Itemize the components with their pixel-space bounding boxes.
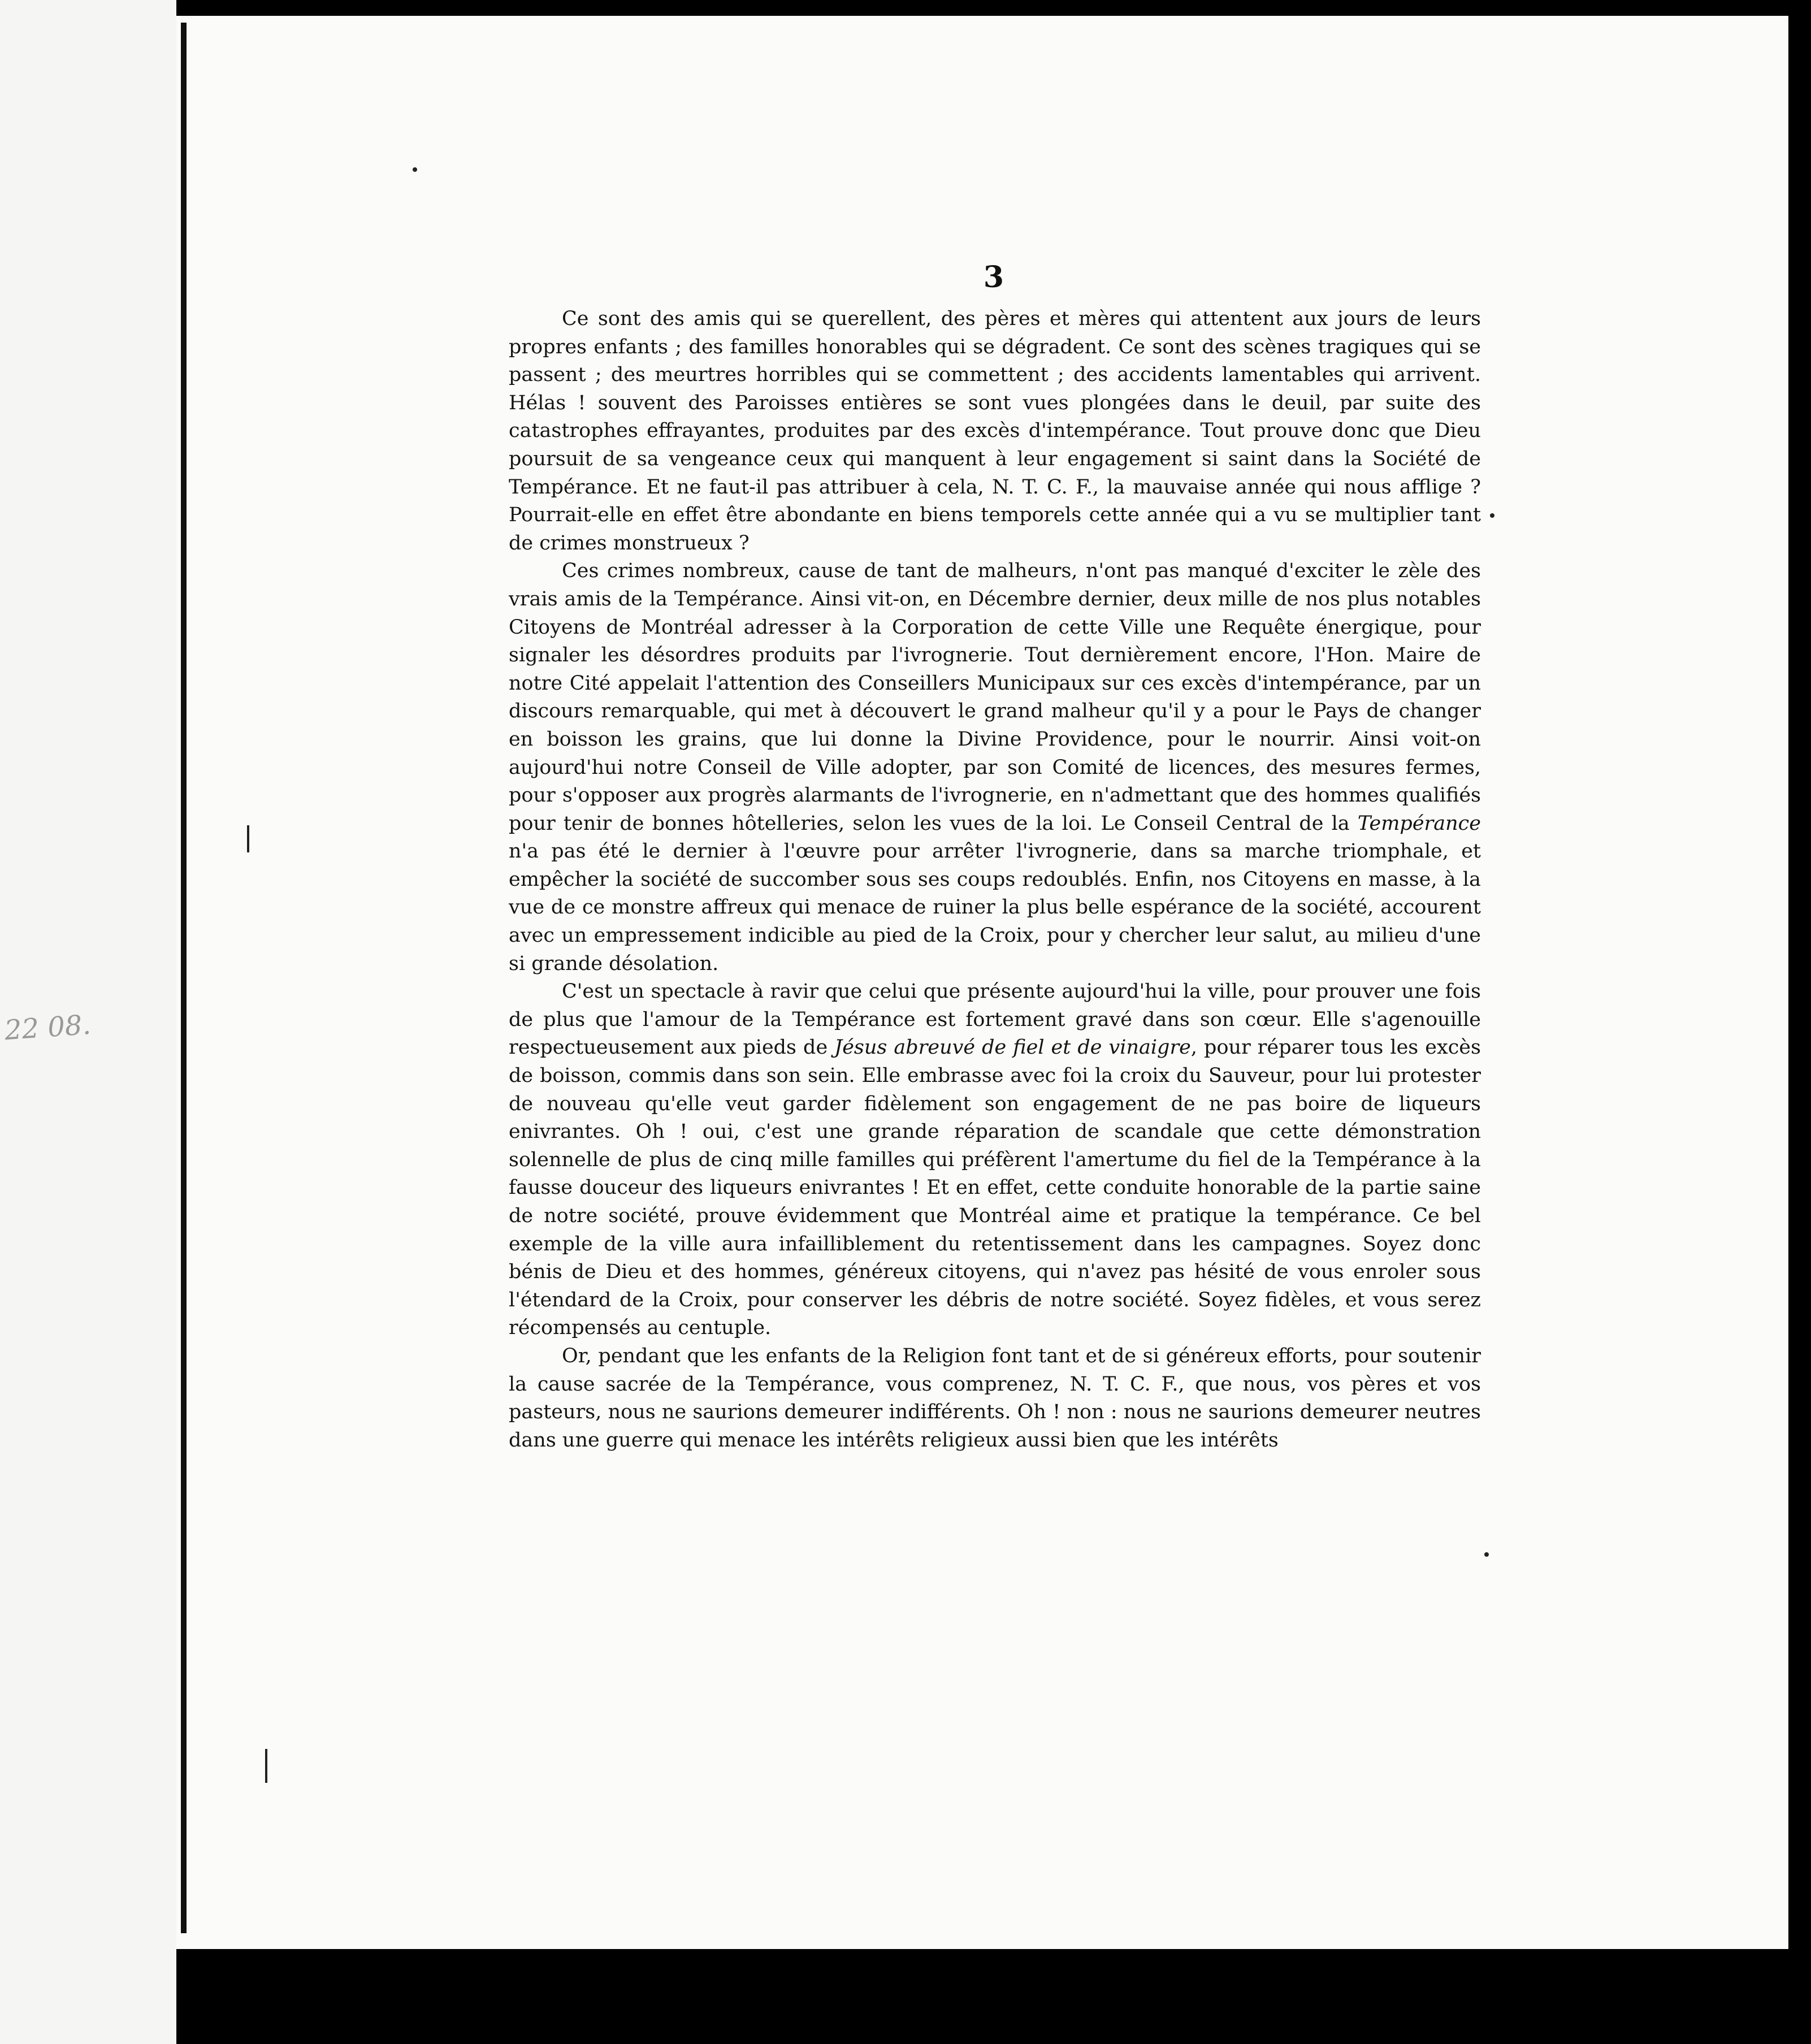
paragraph-4 — [509, 1343, 1481, 1454]
paragraph-2 — [509, 557, 1481, 978]
ink-speck — [1484, 1552, 1489, 1557]
paragraph-1-text: Ce sont des amis qui se querellent, des pères et mères qui attentent aux jours de leurs propres enfants ; des familles honorables qui se dégradent. Ce sont des scènes tragiques qui se passent ; des meurtres horribles qui se commettent ; des accidents lamentables qui arrivent. Hélas ! souvent des Paroisses entières se sont vues plongées dans le deuil, par suite des catastrophes effrayantes, produites par des excès d'intempérance. Tout prouve donc que Dieu poursuit de sa vengeance ceux qui manquent à leur engagement si saint dans la Société de Tempérance. Et ne faut-il pas attribuer à cela, N. T. C. F., la mauvaise année qui nous afflige ? Pourrait-elle en effet être abondante en biens temporels cette année qui a vu se multiplier tant de crimes monstrueux ? — [509, 308, 1481, 555]
margin-handwriting: 22 08. — [3, 1008, 92, 1047]
page-fold-line — [181, 23, 187, 1933]
paragraph-1 — [509, 305, 1481, 557]
paragraph-3-text-start: C'est un spectacle à ravir que celui que présente aujourd'hui la ville, pour prouver une fois de plus que l'amour de la Tempérance est fortement gravé dans son cœur. Elle s'agenouille respectueusement aux pieds de — [509, 980, 1481, 1059]
scan-mark — [247, 825, 249, 852]
paragraph-4-text: Or, pendant que les enfants de la Religion font tant et de si généreux efforts, pour soutenir la cause sacrée de la Tempérance, vous comprenez, N. T. C. F., que nous, vos pères et vos pasteurs, nous ne saurions demeurer indifférents. Oh ! non : nous ne saurions demeurer neutres dans une guerre qui menace les intérêts religieux aussi bien que les intérêts — [509, 1344, 1481, 1452]
ink-speck — [1490, 513, 1494, 518]
scan-mark — [265, 1749, 267, 1783]
paragraph-3-italic: Jésus abreuvé de fiel et de vinaigre — [834, 1036, 1191, 1059]
page-number: 3 — [983, 260, 1004, 295]
paragraph-2-text-end: n'a pas été le dernier à l'œuvre pour arrêter l'ivrognerie, dans sa marche triomphale, et empêcher la société de succomber sous ses coups redoublés. Enfin, nos Citoyens en masse, à la vue de ce monstre affreux qui menace de ruiner la plus belle espérance de la société, accourent avec un empressement indicible au pied de la Croix, pour y chercher leur salut, au milieu d'une si grande désolation. — [509, 840, 1481, 975]
paragraph-3 — [509, 978, 1481, 1343]
paragraph-3-text-end: , pour réparer tous les excès de boisson, commis dans son sein. Elle embrasse avec foi la croix du Sauveur, pour lui protester de nouveau qu'elle veut garder fidèlement son engagement de ne pas boire de liqueurs enivrantes. Oh ! oui, c'est une grande réparation de scandale que cette démonstration solennelle de plus de cinq mille familles qui préfèrent l'amertume du fiel de la Tempérance à la fausse douceur des liqueurs enivrantes ! Et en effet, cette conduite honorable de la partie saine de notre société, prouve évidemment que Montréal aime et pratique la tempérance. Ce bel exemple de la ville aura infailliblement du retentissement dans les campagnes. Soyez donc bénis de Dieu et des hommes, généreux citoyens, qui n'avez pas hésité de vous enroler sous l'étendard de la Croix, pour conserver les débris de notre société. Soyez fidèles, et vous serez récompensés au centuple. — [509, 1036, 1481, 1340]
body-text — [509, 305, 1481, 1454]
paragraph-2-text-start: Ces crimes nombreux, cause de tant de malheurs, n'ont pas manqué d'exciter le zèle des vrais amis de la Tempérance. Ainsi vit-on, en Décembre dernier, deux mille de nos plus notables Citoyens de Montréal adresser à la Corporation de cette Ville une Requête énergique, pour signaler les désordres produits par l'ivrognerie. Tout dernièrement encore, l'Hon. Maire de notre Cité appelait l'attention des Conseillers Municipaux sur ces excès d'intempérance, par un discours remarquable, qui met à découvert le grand malheur qu'il y a pour le Pays de changer en boisson les grains, que lui donne la Divine Providence, pour le nourrir. Ainsi voit-on aujourd'hui notre Conseil de Ville adopter, par son Comité de licences, des mesures fermes, pour s'opposer aux progrès alarmants de l'ivrognerie, en n'admettant que des hommes qualifiés pour tenir de bonnes hôtelleries, selon les vues de la loi. Le Conseil Central de la — [509, 560, 1481, 835]
ink-speck — [413, 167, 417, 172]
paragraph-2-italic: Tempérance — [1357, 812, 1481, 835]
